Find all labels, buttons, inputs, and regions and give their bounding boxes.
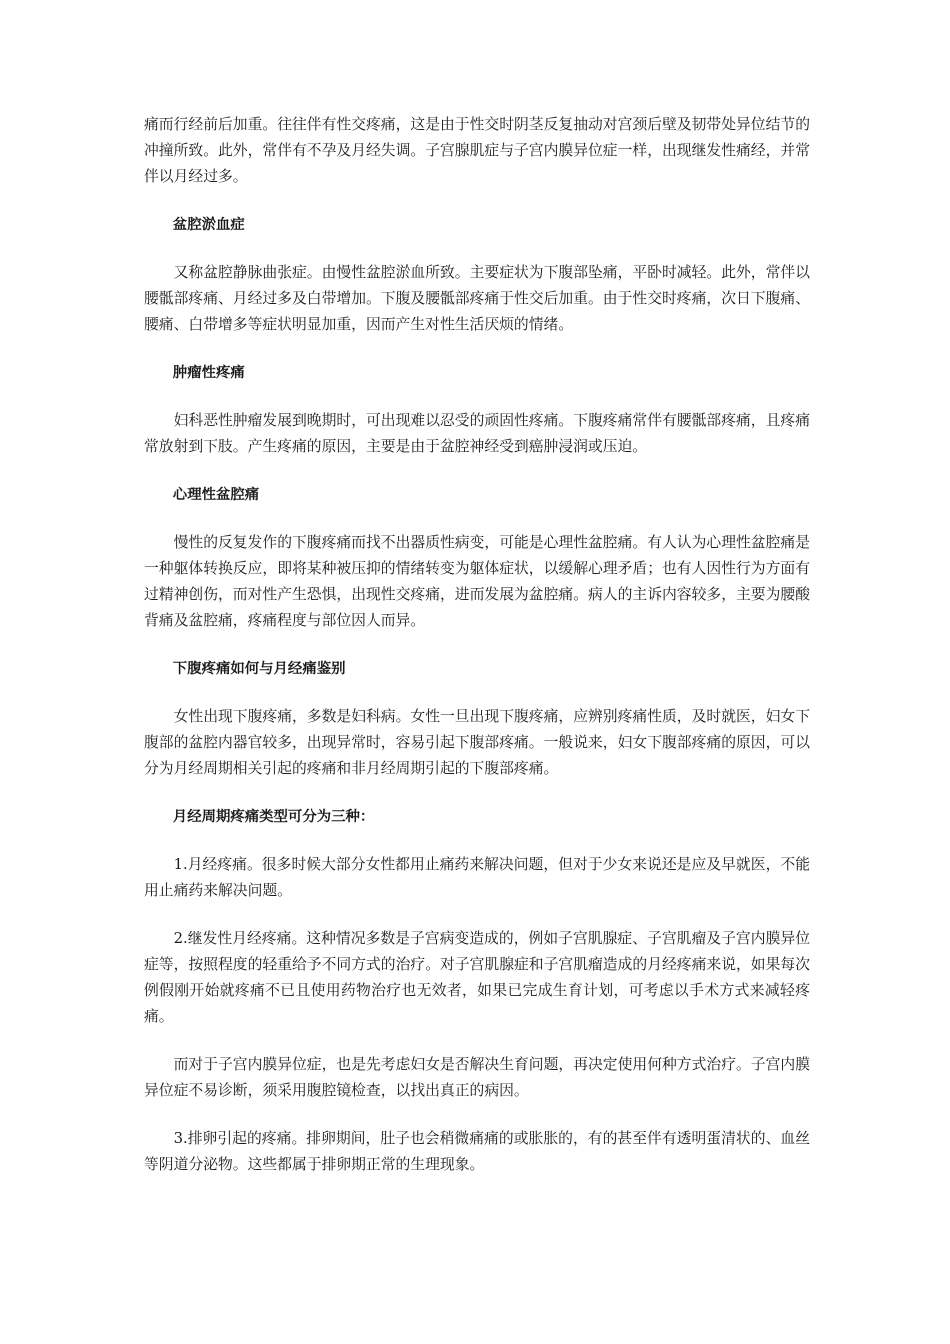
paragraph-endometriosis: 而对于子宫内膜异位症，也是先考虑妇女是否解决生育问题，再决定使用何种方式治疗。子宫内膜异位症不易诊断，须采用腹腔镜检查，以找出真正的病因。 bbox=[144, 1056, 810, 1099]
paragraph-type-1: 1.月经疼痛。很多时候大部分女性都用止痛药来解决问题，但对于少女来说还是应及早就医，不能用止痛药来解决问题。 bbox=[144, 856, 810, 899]
heading-differentiation: 下腹疼痛如何与月经痛鉴别 bbox=[172, 661, 346, 677]
paragraph-type-3: 3.排卵引起的疼痛。排卵期间，肚子也会稍微痛痛的或胀胀的，有的甚至伴有透明蛋清状的、血丝等阴道分泌物。这些都属于排卵期正常的生理现象。 bbox=[144, 1130, 810, 1173]
paragraph-differentiation: 女性出现下腹疼痛，多数是妇科病。女性一旦出现下腹疼痛，应辨别疼痛性质，及时就医，妇女下腹部的盆腔内器官较多，出现异常时，容易引起下腹部疼痛。一般说来，妇女下腹部疼痛的原因，可以分为月经周期相关引起的疼痛和非月经周期引起的下腹部疼痛。 bbox=[144, 708, 810, 777]
heading-psychological-pain: 心理性盆腔痛 bbox=[172, 487, 260, 503]
paragraph-tumor-pain: 妇科恶性肿瘤发展到晚期时，可出现难以忍受的顽固性疼痛。下腹疼痛常伴有腰骶部疼痛，且疼痛常放射到下肢。产生疼痛的原因，主要是由于盆腔神经受到癌肿浸润或压迫。 bbox=[144, 412, 810, 455]
document-page bbox=[144, 112, 810, 1200]
heading-pelvic-congestion: 盆腔淤血症 bbox=[172, 217, 245, 233]
paragraph-intro: 痛而行经前后加重。往往伴有性交疼痛，这是由于性交时阴茎反复抽动对宫颈后壁及韧带处异位结节的冲撞所致。此外，常伴有不孕及月经失调。子宫腺肌症与子宫内膜异位症一样，出现继发性痛经，并常伴以月经过多。 bbox=[144, 116, 810, 185]
paragraph-psychological-pain: 慢性的反复发作的下腹疼痛而找不出器质性病变，可能是心理性盆腔痛。有人认为心理性盆腔痛是一种躯体转换反应，即将某种被压抑的情绪转变为躯体症状，以缓解心理矛盾；也有人因性行为方面有过精神创伤，而对性产生恐惧，出现性交疼痛，进而发展为盆腔痛。病人的主诉内容较多，主要为腰酸背痛及盆腔痛，疼痛程度与部位因人而异。 bbox=[144, 534, 810, 629]
paragraph-pelvic-congestion: 又称盆腔静脉曲张症。由慢性盆腔淤血所致。主要症状为下腹部坠痛，平卧时减轻。此外，常伴以腰骶部疼痛、月经过多及白带增加。下腹及腰骶部疼痛于性交后加重。由于性交时疼痛，次日下腹痛、腰痛、白带增多等症状明显加重，因而产生对性生活厌烦的情绪。 bbox=[144, 264, 810, 333]
heading-tumor-pain: 肿瘤性疼痛 bbox=[172, 365, 245, 381]
paragraph-type-2: 2.继发性月经疼痛。这种情况多数是子宫病变造成的，例如子宫肌腺症、子宫肌瘤及子宫内膜异位症等，按照程度的轻重给予不同方式的治疗。对子宫肌腺症和子宫肌瘤造成的月经疼痛来说，如果每次例假刚开始就疼痛不已且使用药物治疗也无效者，如果已完成生育计划，可考虑以手术方式来减轻疼痛。 bbox=[144, 930, 810, 1025]
heading-three-types: 月经周期疼痛类型可分为三种： bbox=[172, 809, 375, 825]
